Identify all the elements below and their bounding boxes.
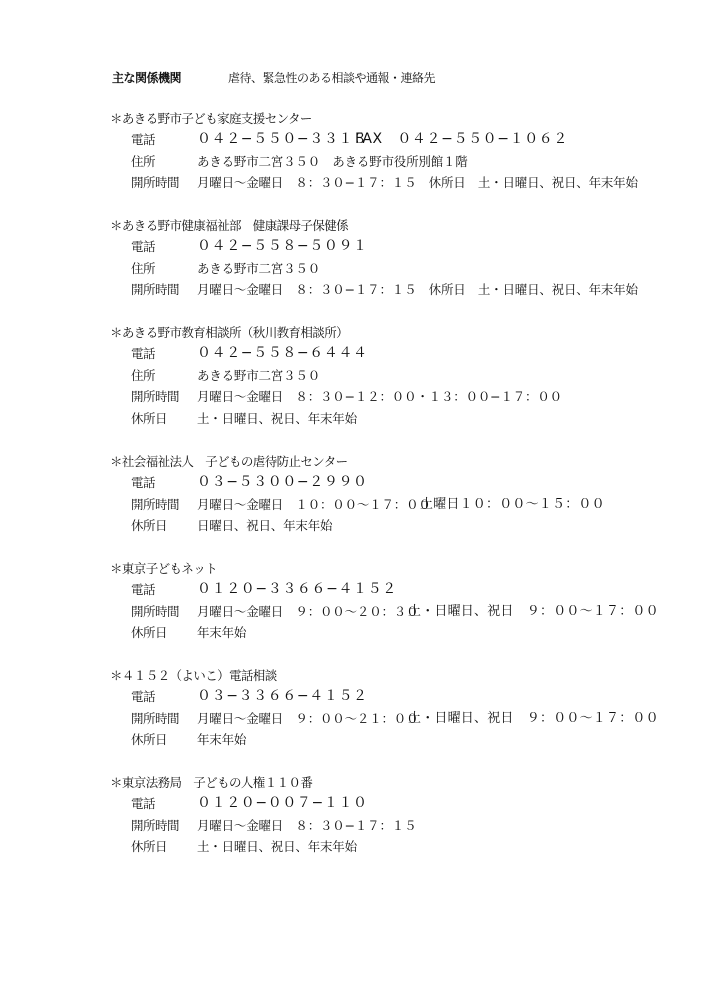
fax-value: FAX ０４２−５５０−１０６２ bbox=[355, 131, 568, 147]
closed-row bbox=[110, 515, 670, 537]
org-section bbox=[110, 322, 670, 429]
hours-extra-value: 土曜日１０：００〜１５：００ bbox=[420, 496, 605, 512]
org-section bbox=[110, 558, 670, 644]
hours-label: 開所時間 bbox=[131, 175, 180, 190]
phone-value: ０４２−５５０−３３１３ bbox=[197, 131, 368, 147]
org-name: ＊あきる野市教育相談所（秋川教育相談所） bbox=[110, 325, 349, 340]
address-row bbox=[110, 151, 670, 173]
document-header bbox=[112, 69, 436, 86]
address-value: あきる野市二宮３５０ あきる野市役所別館１階 bbox=[197, 153, 468, 169]
phone-row bbox=[110, 343, 670, 365]
phone-value: ０１２０−００７−１１０ bbox=[197, 795, 368, 811]
phone-value: ０１２０−３３６６−４１５２ bbox=[197, 581, 397, 597]
phone-label: 電話 bbox=[131, 796, 156, 811]
phone-label: 電話 bbox=[131, 346, 156, 361]
closed-value: 土・日曜日、祝日、年末年始 bbox=[197, 839, 357, 854]
org-section bbox=[110, 772, 670, 858]
hours-label: 開所時間 bbox=[131, 389, 180, 404]
phone-row bbox=[110, 129, 670, 151]
hours-value: 月曜日〜金曜日 １０：００〜１７：００ bbox=[197, 496, 431, 512]
hours-extra-value: 土・日曜日、祝日 ９：００〜１７：００ bbox=[408, 603, 659, 619]
phone-value: ０３−５３００−２９９０ bbox=[197, 474, 368, 490]
org-name: ＊東京子どもネット bbox=[110, 561, 218, 576]
org-section bbox=[110, 451, 670, 537]
phone-row bbox=[110, 236, 670, 258]
address-label: 住所 bbox=[131, 367, 156, 383]
address-row bbox=[110, 258, 670, 280]
hours-label: 開所時間 bbox=[131, 282, 180, 297]
phone-value: ０４２−５５８−６４４４ bbox=[197, 345, 368, 361]
hours-value: 月曜日〜金曜日 ９：００〜２１：００ bbox=[197, 710, 419, 726]
address-label: 住所 bbox=[131, 260, 156, 276]
header-subtitle: 虐待、緊急性のある相談や通報・連絡先 bbox=[228, 71, 436, 85]
address-value: あきる野市二宮３５０ bbox=[197, 367, 321, 383]
org-section bbox=[110, 215, 670, 301]
closed-value: 土・日曜日、祝日、年末年始 bbox=[197, 410, 357, 426]
org-name: ＊４１５２（よいこ）電話相談 bbox=[110, 668, 277, 683]
phone-label: 電話 bbox=[131, 132, 156, 147]
hours-row bbox=[110, 386, 670, 408]
closed-label: 休所日 bbox=[131, 410, 168, 426]
phone-row bbox=[110, 472, 670, 494]
hours-row bbox=[110, 708, 670, 730]
hours-row bbox=[110, 815, 670, 837]
phone-label: 電話 bbox=[131, 582, 156, 597]
closed-label: 休所日 bbox=[131, 518, 168, 533]
hours-value: 月曜日〜金曜日 ８：３０−１７：１５ 休所日 土・日曜日、祝日、年末年始 bbox=[197, 175, 638, 190]
hours-row bbox=[110, 279, 670, 301]
phone-label: 電話 bbox=[131, 475, 156, 490]
closed-label: 休所日 bbox=[131, 839, 168, 854]
hours-label: 開所時間 bbox=[131, 496, 180, 512]
closed-value: 日曜日、祝日、年末年始 bbox=[197, 518, 333, 533]
phone-value: ０４２−５５８−５０９１ bbox=[197, 238, 368, 254]
address-row bbox=[110, 365, 670, 387]
closed-label: 休所日 bbox=[131, 732, 168, 747]
phone-value: ０３−３３６６−４１５２ bbox=[197, 688, 368, 704]
org-name: ＊あきる野市健康福祉部 健康課母子保健係 bbox=[110, 218, 349, 233]
closed-row bbox=[110, 836, 670, 858]
hours-row bbox=[110, 172, 670, 194]
hours-value: 月曜日〜金曜日 ９：００〜２０：３０ bbox=[197, 603, 419, 619]
phone-label: 電話 bbox=[131, 689, 156, 704]
org-name: ＊あきる野市子ども家庭支援センター bbox=[110, 111, 312, 126]
hours-value: 月曜日〜金曜日 ８：３０−１２：００・１３：００−１７：００ bbox=[197, 389, 562, 404]
hours-label: 開所時間 bbox=[131, 603, 180, 619]
org-section bbox=[110, 108, 670, 194]
closed-value: 年末年始 bbox=[197, 625, 247, 640]
phone-label: 電話 bbox=[131, 239, 156, 254]
hours-extra-value: 土・日曜日、祝日 ９：００〜１７：００ bbox=[408, 710, 659, 726]
address-label: 住所 bbox=[131, 153, 156, 169]
closed-row bbox=[110, 408, 670, 430]
phone-row bbox=[110, 686, 670, 708]
hours-row bbox=[110, 601, 670, 623]
org-name: ＊東京法務局 子どもの人権１１０番 bbox=[110, 775, 313, 790]
hours-value: 月曜日〜金曜日 ８：３０−１７：１５ 休所日 土・日曜日、祝日、年末年始 bbox=[197, 282, 638, 297]
closed-label: 休所日 bbox=[131, 625, 168, 640]
hours-row bbox=[110, 494, 670, 516]
hours-value: 月曜日〜金曜日 ８：３０−１７：１５ bbox=[197, 817, 417, 833]
org-name: ＊社会福祉法人 子どもの虐待防止センター bbox=[110, 454, 348, 469]
phone-row bbox=[110, 793, 670, 815]
closed-row bbox=[110, 729, 670, 751]
phone-row bbox=[110, 579, 670, 601]
org-section bbox=[110, 665, 670, 751]
hours-label: 開所時間 bbox=[131, 710, 180, 726]
hours-label: 開所時間 bbox=[131, 817, 180, 833]
closed-row bbox=[110, 622, 670, 644]
header-title: 主な関係機関 bbox=[112, 71, 182, 85]
closed-value: 年末年始 bbox=[197, 732, 247, 747]
address-value: あきる野市二宮３５０ bbox=[197, 260, 321, 276]
